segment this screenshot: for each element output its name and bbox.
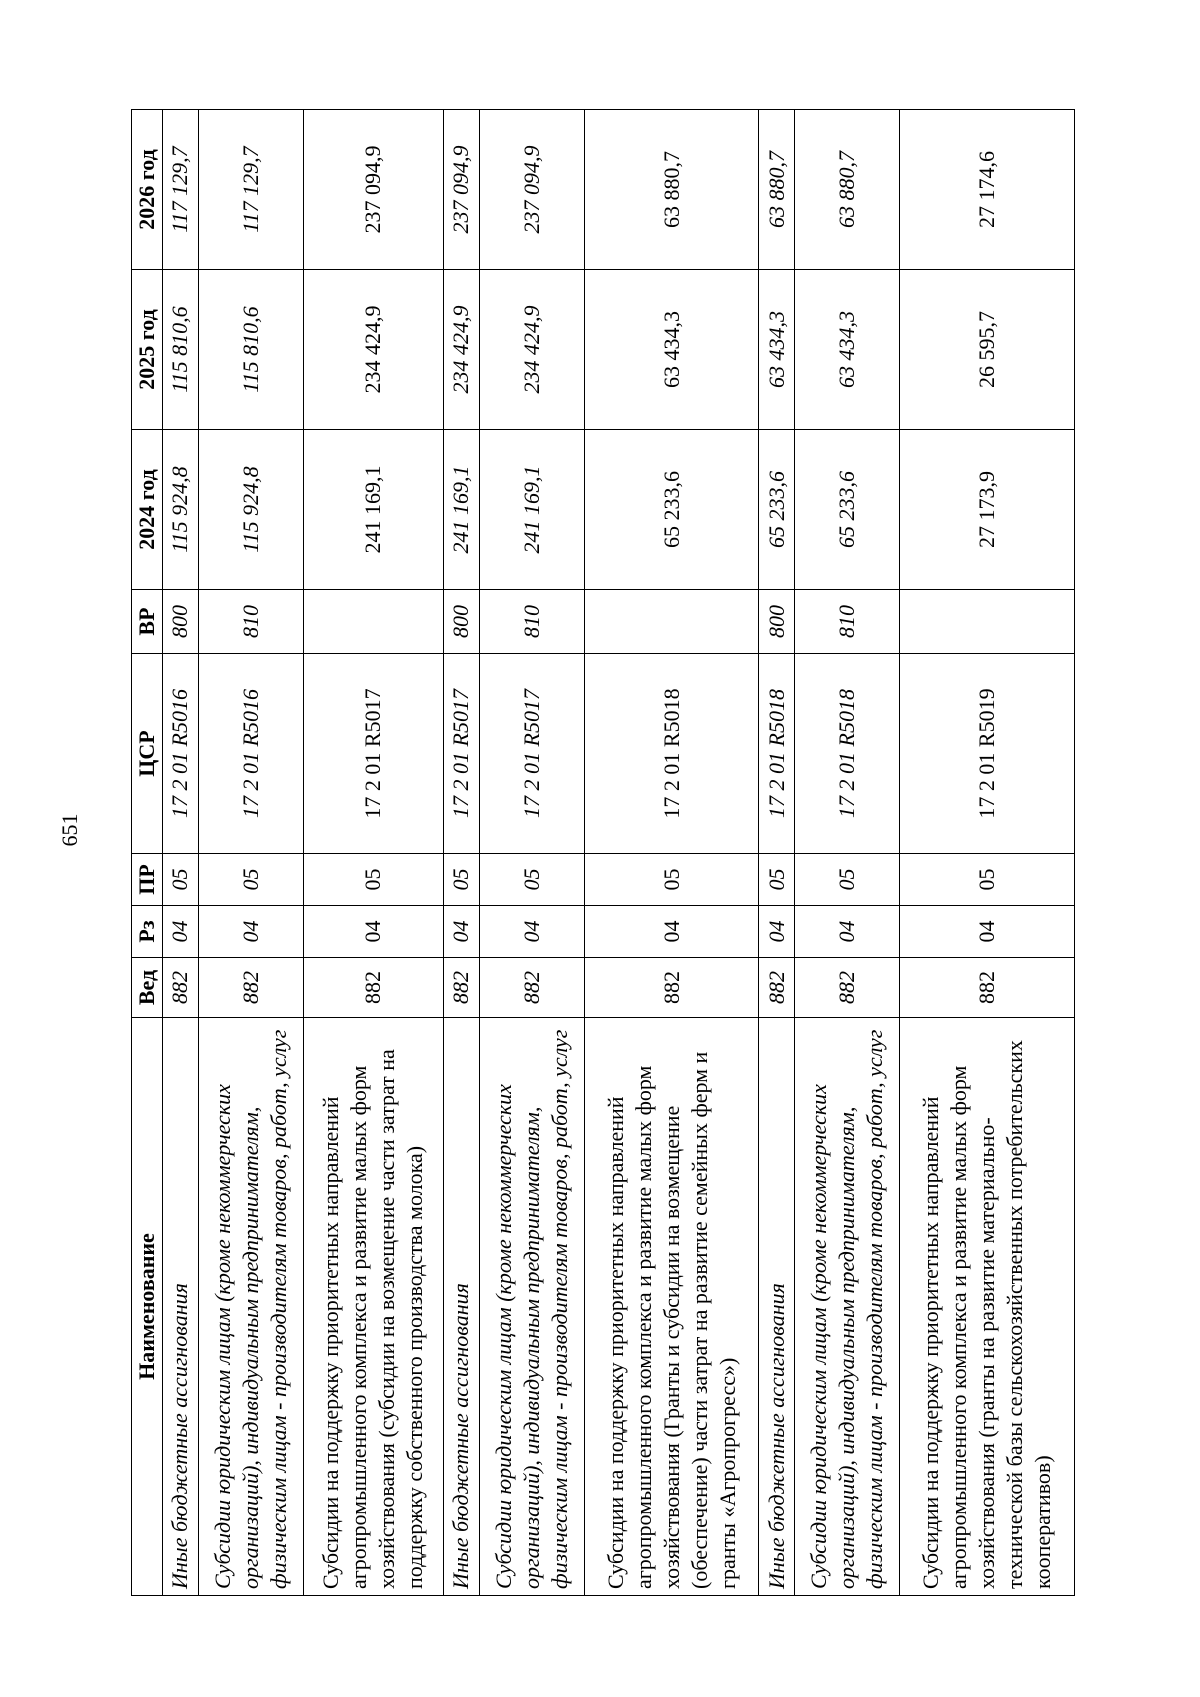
cell-2024: 241 169,1: [479, 430, 584, 590]
cell-2024: 241 169,1: [443, 430, 479, 590]
cell-csr: 17 2 01 R5018: [584, 654, 758, 854]
cell-pr: 05: [163, 854, 199, 906]
table-row: [584, 110, 758, 1596]
rotated-table-container: [131, 110, 1075, 1596]
cell-vr: 810: [479, 590, 584, 654]
cell-csr: 17 2 01 R5017: [479, 654, 584, 854]
cell-csr: 17 2 01 R5019: [900, 654, 1075, 854]
cell-vr: 800: [759, 590, 795, 654]
cell-rz: 04: [479, 906, 584, 958]
header-name: Наименование: [132, 1018, 163, 1596]
header-2024: 2024 год: [132, 430, 163, 590]
table-row: [900, 110, 1075, 1596]
cell-2025: 26 595,7: [900, 270, 1075, 430]
cell-rz: 04: [304, 906, 444, 958]
cell-name: Иные бюджетные ассигнования: [759, 1018, 795, 1596]
cell-ved: 882: [759, 958, 795, 1018]
cell-2026: 117 129,7: [198, 110, 303, 270]
cell-vr: 800: [443, 590, 479, 654]
header-pr: ПР: [132, 854, 163, 906]
cell-2024: 65 233,6: [795, 430, 900, 590]
table-row: [443, 110, 479, 1596]
cell-2026: 237 094,9: [443, 110, 479, 270]
cell-csr: 17 2 01 R5018: [795, 654, 900, 854]
cell-vr: 810: [198, 590, 303, 654]
table-row: [163, 110, 199, 1596]
cell-rz: 04: [759, 906, 795, 958]
cell-csr: 17 2 01 R5016: [163, 654, 199, 854]
cell-pr: 05: [198, 854, 303, 906]
cell-rz: 04: [443, 906, 479, 958]
cell-rz: 04: [900, 906, 1075, 958]
cell-2026: 27 174,6: [900, 110, 1075, 270]
cell-2025: 234 424,9: [479, 270, 584, 430]
table-row: [479, 110, 584, 1596]
cell-2026: 63 880,7: [795, 110, 900, 270]
cell-ved: 882: [198, 958, 303, 1018]
cell-vr: [584, 590, 758, 654]
header-ved: Вед: [132, 958, 163, 1018]
cell-name: Субсидии юридическим лицам (кроме некоммерческих организаций), индивидуальным предпринимателям, физическим лицам - производителям товаров, работ, услуг: [795, 1018, 900, 1596]
cell-vr: [900, 590, 1075, 654]
cell-2026: 63 880,7: [759, 110, 795, 270]
cell-rz: 04: [584, 906, 758, 958]
cell-2025: 63 434,3: [584, 270, 758, 430]
cell-pr: 05: [304, 854, 444, 906]
cell-pr: 05: [759, 854, 795, 906]
header-2025: 2025 год: [132, 270, 163, 430]
cell-name: Субсидии юридическим лицам (кроме некоммерческих организаций), индивидуальным предпринимателям, физическим лицам - производителям товаров, работ, услуг: [479, 1018, 584, 1596]
cell-2026: 237 094,9: [304, 110, 444, 270]
cell-ved: 882: [163, 958, 199, 1018]
header-2026: 2026 год: [132, 110, 163, 270]
table-row: [304, 110, 444, 1596]
cell-ved: 882: [304, 958, 444, 1018]
cell-ved: 882: [795, 958, 900, 1018]
cell-ved: 882: [479, 958, 584, 1018]
cell-vr: 800: [163, 590, 199, 654]
table-row: [759, 110, 795, 1596]
cell-2025: 63 434,3: [759, 270, 795, 430]
cell-vr: [304, 590, 444, 654]
cell-csr: 17 2 01 R5017: [443, 654, 479, 854]
budget-table: [131, 109, 1075, 1596]
cell-csr: 17 2 01 R5017: [304, 654, 444, 854]
cell-2025: 234 424,9: [304, 270, 444, 430]
table-row: [198, 110, 303, 1596]
cell-2024: 27 173,9: [900, 430, 1075, 590]
cell-name: Иные бюджетные ассигнования: [443, 1018, 479, 1596]
page-number: 651: [57, 813, 82, 847]
header-row: [132, 110, 163, 1596]
cell-2025: 115 810,6: [163, 270, 199, 430]
cell-name: Субсидии на поддержку приоритетных направлений агропромышленного комплекса и развитие малых форм хозяйствования (субсидии на возмещение части затрат на поддержку собственного производства молока): [304, 1018, 444, 1596]
cell-csr: 17 2 01 R5018: [759, 654, 795, 854]
cell-name: Субсидии юридическим лицам (кроме некоммерческих организаций), индивидуальным предпринимателям, физическим лицам - производителям товаров, работ, услуг: [198, 1018, 303, 1596]
cell-2025: 115 810,6: [198, 270, 303, 430]
cell-pr: 05: [479, 854, 584, 906]
cell-rz: 04: [795, 906, 900, 958]
cell-2026: 117 129,7: [163, 110, 199, 270]
cell-2024: 241 169,1: [304, 430, 444, 590]
header-rz: Рз: [132, 906, 163, 958]
cell-2025: 234 424,9: [443, 270, 479, 430]
cell-pr: 05: [795, 854, 900, 906]
header-csr: ЦСР: [132, 654, 163, 854]
cell-name: Субсидии на поддержку приоритетных направлений агропромышленного комплекса и развитие малых форм хозяйствования (гранты на развитие материально-технической базы сельскохозяйственных потребительских кооперативов): [900, 1018, 1075, 1596]
cell-name: Иные бюджетные ассигнования: [163, 1018, 199, 1596]
cell-ved: 882: [443, 958, 479, 1018]
cell-2024: 115 924,8: [198, 430, 303, 590]
cell-csr: 17 2 01 R5016: [198, 654, 303, 854]
cell-ved: 882: [900, 958, 1075, 1018]
cell-ved: 882: [584, 958, 758, 1018]
cell-pr: 05: [900, 854, 1075, 906]
cell-pr: 05: [584, 854, 758, 906]
cell-2024: 65 233,6: [584, 430, 758, 590]
cell-pr: 05: [443, 854, 479, 906]
cell-2026: 63 880,7: [584, 110, 758, 270]
cell-vr: 810: [795, 590, 900, 654]
cell-2025: 63 434,3: [795, 270, 900, 430]
cell-rz: 04: [163, 906, 199, 958]
cell-2024: 65 233,6: [759, 430, 795, 590]
header-vr: ВР: [132, 590, 163, 654]
cell-name: Субсидии на поддержку приоритетных направлений агропромышленного комплекса и развитие малых форм хозяйствования (Гранты и субсидии на возмещение (обеспечение) части затрат на развитие семейных ферм и гранты «Агропрогресс»): [584, 1018, 758, 1596]
cell-2024: 115 924,8: [163, 430, 199, 590]
cell-rz: 04: [198, 906, 303, 958]
table-row: [795, 110, 900, 1596]
cell-2026: 237 094,9: [479, 110, 584, 270]
